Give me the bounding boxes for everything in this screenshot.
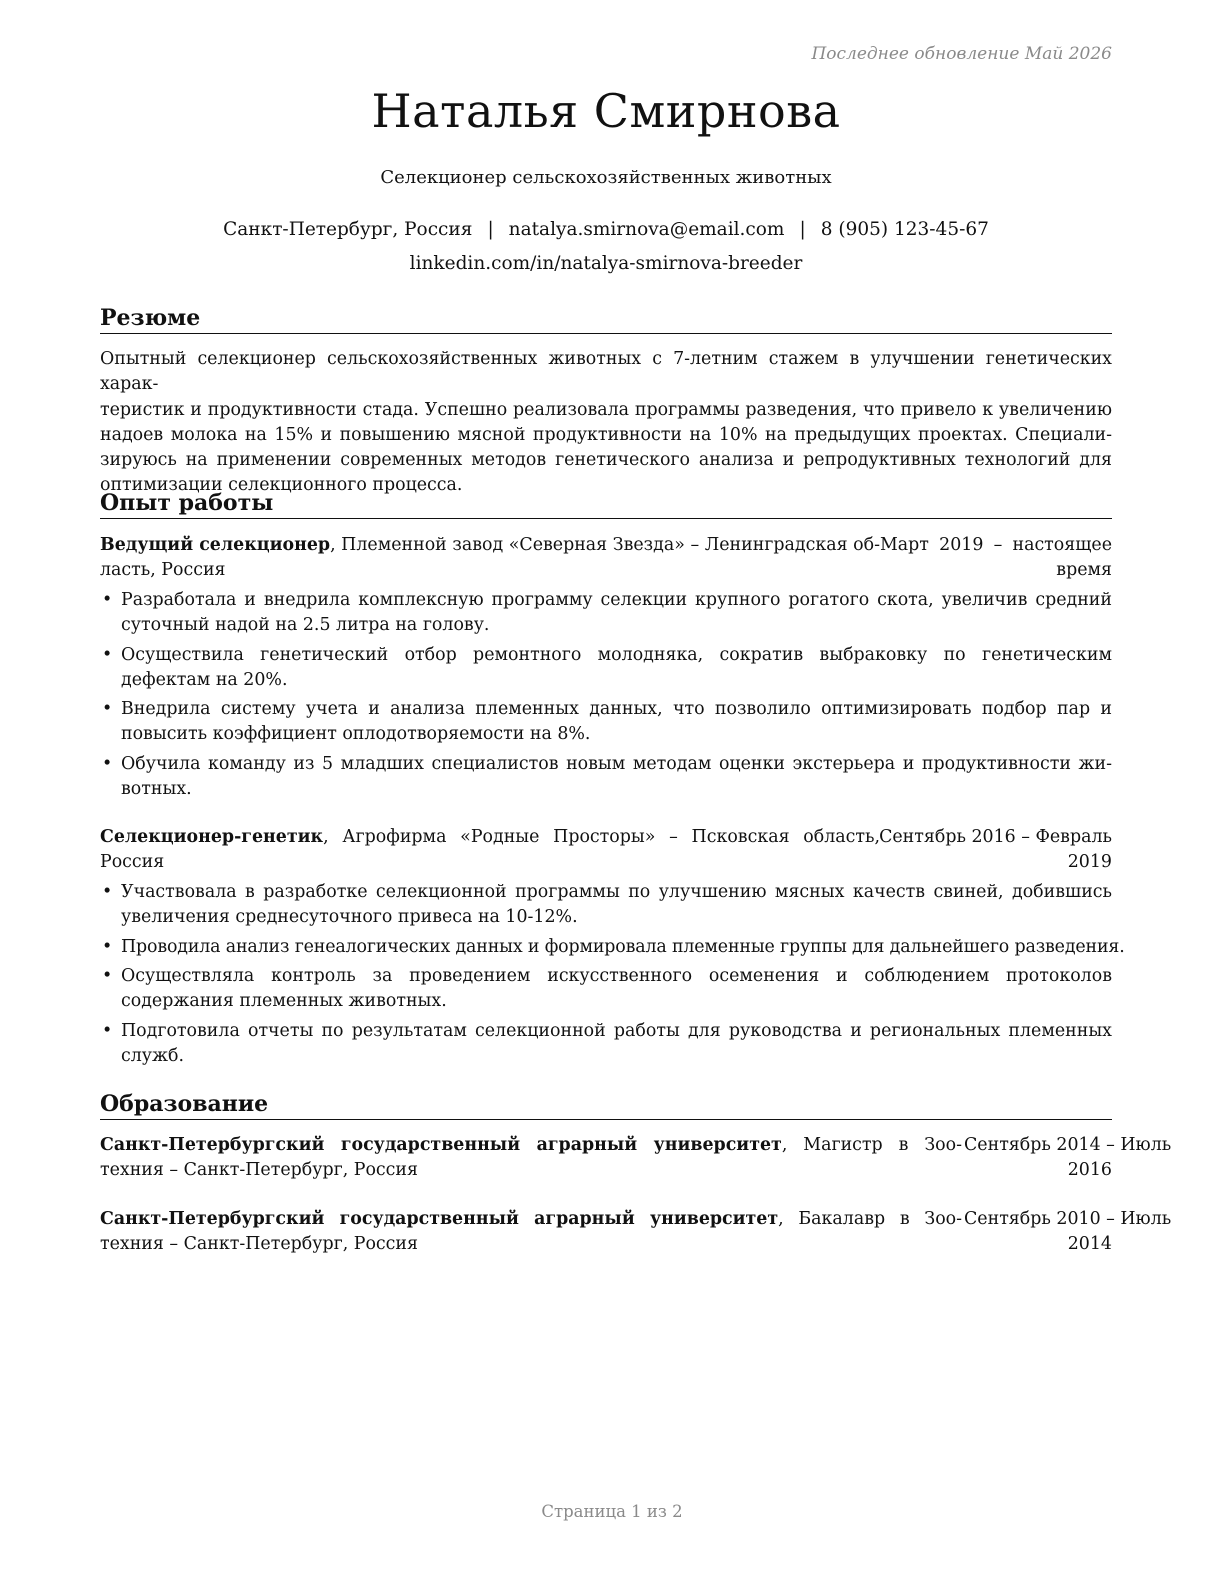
education-entry — [100, 1133, 1172, 1183]
section-title-education: Образование — [100, 1090, 1112, 1120]
bullet-icon: • — [102, 936, 113, 957]
education-dates: Сентябрь 2014 – Июль — [964, 1135, 1172, 1155]
email-link[interactable]: natalya.smirnova@email.com — [508, 219, 785, 240]
education-dates-cont: 2016 — [1067, 1160, 1112, 1180]
job-position: Селекционер-генетик — [100, 827, 324, 847]
summary-line: зируюсь на применении современных методов генетического анализа и репродуктивных технологий для — [100, 450, 1112, 471]
degree: , Магистр в Зоо- — [781, 1135, 962, 1155]
summary-text — [100, 347, 1112, 499]
job-position: Ведущий селекционер — [100, 535, 331, 555]
job-dates: Март 2019 – настоящее — [880, 535, 1112, 555]
job-dates-cont: время — [1056, 560, 1112, 580]
page-number: Страница 1 из 2 — [541, 1502, 683, 1521]
candidate-title: Селекционер сельскохозяйственных животных — [380, 167, 832, 188]
job-bullets — [100, 880, 1125, 1073]
degree: , Бакалавр в Зоо- — [778, 1209, 963, 1229]
bullet-icon: • — [102, 966, 113, 986]
last-updated-note: Последнее обновление Май 2026 — [811, 44, 1112, 64]
job-organization: , Племенной завод «Северная Звезда» – Ленинградская об- — [330, 535, 880, 555]
list-item: • Участвовала в разработке селекционной программы по улучшению мясных качеств свиней, добившись увеличения среднесуточного привеса на 10-12%. — [102, 882, 1112, 927]
job-dates-cont: 2019 — [1067, 852, 1112, 872]
section-title-summary: Резюме — [100, 304, 1112, 334]
phone-number: 8 (905) 123-45-67 — [820, 219, 989, 240]
job-header — [100, 825, 1112, 875]
list-item: • Осуществила генетический отбор ремонтного молодняка, сократив выбраковку по генетическим дефектам на 20%. — [102, 644, 1112, 690]
contact-separator: | — [487, 219, 494, 240]
contact-line — [100, 219, 1112, 240]
summary-line: оптимизации селекционного процесса. — [100, 475, 463, 496]
list-item: • Внедрила систему учета и анализа племенных данных, что позволило оптимизировать подбор пар и повысить коэффициент оплодотворяемости на 8%. — [102, 699, 1112, 744]
institution-name: Санкт-Петербургский государственный аграрный университет — [100, 1209, 779, 1229]
bullet-icon: • — [102, 882, 113, 902]
degree-cont: техния – Санкт-Петербург, Россия — [100, 1234, 418, 1254]
job-bullets — [100, 588, 1112, 806]
job-dates: Сентябрь 2016 – Февраль — [879, 827, 1112, 847]
summary-line: Опытный селекционер сельскохозяйственных животных с 7-летним стажем в улучшении генетических харак- — [100, 349, 1112, 395]
bullet-icon: • — [102, 699, 113, 719]
job-organization-cont: ласть, Россия — [100, 560, 226, 580]
institution-name: Санкт-Петербургский государственный аграрный университет — [100, 1135, 782, 1155]
job-header — [100, 533, 1112, 583]
linkedin-link[interactable]: linkedin.com/in/natalya-smirnova-breeder — [409, 253, 803, 274]
bullet-icon: • — [102, 590, 113, 610]
list-item: • Проводила анализ генеалогических данных и формировала племенные группы для дальнейшего разведения. — [100, 935, 1112, 960]
list-item: • Обучила команду из 5 младших специалистов новым методам оценки экстерьера и продуктивности животных. — [102, 753, 1112, 799]
list-item: • Разработала и внедрила комплексную программу селекции крупного рогатого скота, увеличив средний суточный надой на 2.5 литра на голову. — [102, 590, 1112, 635]
location: Санкт-Петербург, Россия — [223, 219, 473, 240]
summary-line: надоев молока на 15% и повышению мясной продуктивности на 10% на предыдущих проектах. Специали- — [100, 424, 1112, 445]
bullet-icon: • — [102, 644, 113, 665]
bullet-icon: • — [102, 753, 113, 774]
section-title-experience: Опыт работы — [100, 489, 1112, 519]
education-dates-cont: 2014 — [1067, 1234, 1112, 1254]
contact-separator: | — [799, 219, 806, 240]
summary-line: теристик и продуктивности стада. Успешно реализовала программы разведения, что привело к увеличению — [100, 399, 1112, 420]
list-item: • Подготовила отчеты по результатам селекционной работы для руководства и региональных племенных служб. — [102, 1020, 1112, 1066]
education-dates: Сентябрь 2010 – Июль — [964, 1209, 1172, 1229]
education-entry — [100, 1207, 1172, 1257]
candidate-name: Наталья Смирнова — [371, 84, 841, 138]
list-item: • Осуществляла контроль за проведением искусственного осеменения и соблюдением протоколов содержания племенных животных. — [102, 966, 1112, 1011]
degree-cont: техния – Санкт-Петербург, Россия — [100, 1160, 418, 1180]
job-organization: , Агрофирма «Родные Просторы» – Псковская область, Россия — [100, 827, 880, 872]
bullet-icon: • — [102, 1020, 113, 1041]
